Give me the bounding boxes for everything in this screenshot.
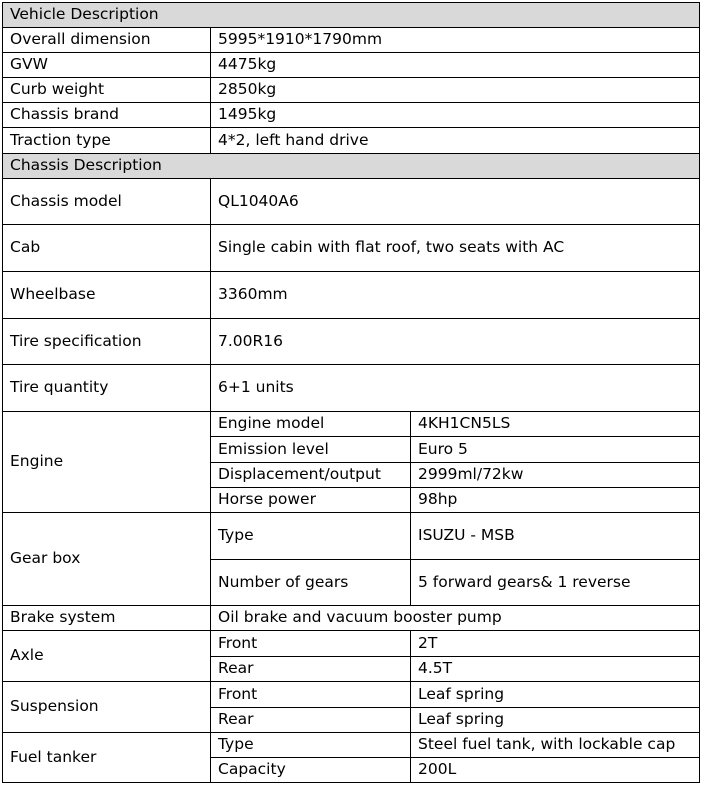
row-label: Curb weight <box>3 78 211 103</box>
row-label: Chassis brand <box>3 103 211 128</box>
table-row <box>3 103 700 128</box>
table-row <box>3 606 700 631</box>
table-row <box>3 513 700 560</box>
sub-value: Steel fuel tank, with lockable cap <box>411 733 700 758</box>
sub-label: Number of gears <box>211 560 411 606</box>
table-row <box>3 319 700 365</box>
row-value: 4*2, left hand drive <box>211 128 700 154</box>
sub-value: Leaf spring <box>411 682 700 708</box>
table-row <box>3 179 700 225</box>
group-label-fuel-tanker: Fuel tanker <box>3 733 211 783</box>
sub-value: ISUZU - MSB <box>411 513 700 560</box>
table-row <box>3 128 700 154</box>
sub-label: Engine model <box>211 412 411 437</box>
section-title: Vehicle Description <box>3 3 700 28</box>
table-row <box>3 682 700 708</box>
table-row <box>3 631 700 657</box>
table-row <box>3 225 700 272</box>
row-label: Chassis model <box>3 179 211 225</box>
sub-label: Front <box>211 682 411 708</box>
row-value: 5995*1910*1790mm <box>211 28 700 53</box>
table-row <box>3 78 700 103</box>
sub-value: 98hp <box>411 488 700 513</box>
section-header-chassis <box>3 154 700 179</box>
group-label-engine: Engine <box>3 412 211 513</box>
sub-label: Type <box>211 733 411 758</box>
row-value: 3360mm <box>211 272 700 319</box>
sub-label: Horse power <box>211 488 411 513</box>
group-label-suspension: Suspension <box>3 682 211 733</box>
table-row <box>3 53 700 78</box>
group-label-gear-box: Gear box <box>3 513 211 606</box>
sub-label: Displacement/output <box>211 463 411 488</box>
spec-table <box>2 2 700 783</box>
sub-value: Leaf spring <box>411 708 700 733</box>
sub-label: Rear <box>211 708 411 733</box>
sub-value: 4.5T <box>411 657 700 682</box>
sub-label: Rear <box>211 657 411 682</box>
group-label-axle: Axle <box>3 631 211 682</box>
row-value: 6+1 units <box>211 365 700 412</box>
row-label: Tire quantity <box>3 365 211 412</box>
sub-value: Euro 5 <box>411 437 700 463</box>
sub-label: Capacity <box>211 758 411 783</box>
row-value: 1495kg <box>211 103 700 128</box>
sub-label: Front <box>211 631 411 657</box>
row-label: GVW <box>3 53 211 78</box>
table-row <box>3 733 700 758</box>
table-row <box>3 272 700 319</box>
sub-value: 4KH1CN5LS <box>411 412 700 437</box>
table-row <box>3 412 700 437</box>
row-value: Single cabin with flat roof, two seats with AC <box>211 225 700 272</box>
row-label: Cab <box>3 225 211 272</box>
sub-label: Type <box>211 513 411 560</box>
section-title: Chassis Description <box>3 154 700 179</box>
row-label: Wheelbase <box>3 272 211 319</box>
table-row <box>3 28 700 53</box>
section-header-vehicle <box>3 3 700 28</box>
sub-value: 200L <box>411 758 700 783</box>
row-label: Traction type <box>3 128 211 154</box>
sub-label: Emission level <box>211 437 411 463</box>
row-value: QL1040A6 <box>211 179 700 225</box>
sub-value: 2999ml/72kw <box>411 463 700 488</box>
row-label: Brake system <box>3 606 211 631</box>
table-row <box>3 365 700 412</box>
row-value: 2850kg <box>211 78 700 103</box>
sub-value: 2T <box>411 631 700 657</box>
row-label: Overall dimension <box>3 28 211 53</box>
sub-value: 5 forward gears& 1 reverse <box>411 560 700 606</box>
row-label: Tire specification <box>3 319 211 365</box>
row-value: Oil brake and vacuum booster pump <box>211 606 700 631</box>
row-value: 4475kg <box>211 53 700 78</box>
row-value: 7.00R16 <box>211 319 700 365</box>
